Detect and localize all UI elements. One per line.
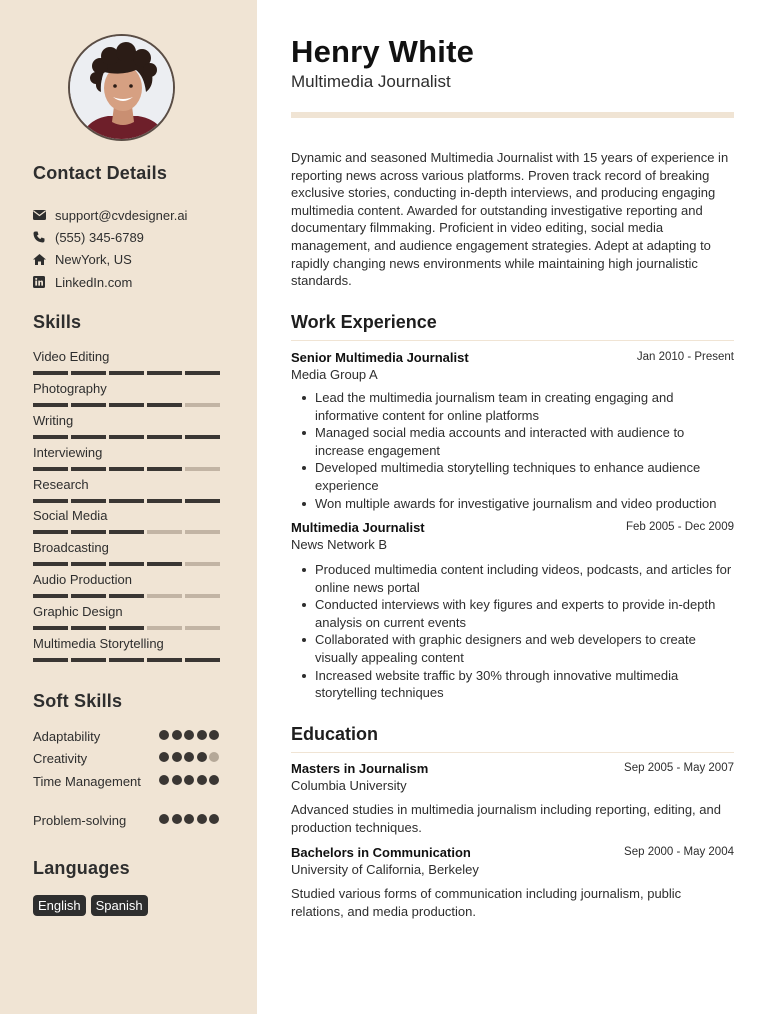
skill-level-segment [109,562,144,566]
skill-level-segment [33,467,68,471]
skill-label: Broadcasting [33,540,109,556]
skill-row [33,412,225,444]
skill-level-segment [147,403,182,407]
skill-level-segment [71,435,106,439]
skill-row [33,635,225,667]
skill-level-segment [71,371,106,375]
summary-text: Dynamic and seasoned Multimedia Journalist with 15 years of experience in reporting news across various platforms. Proven track record of breaking exclusive stories, conducting in-depth interviews, and producing engaging multimedia content. Awarded for outstanding investigative reporting and documentary filmmaking. Proficient in video editing, social media management, and audience engagement strategies. Adept at adapting to rapidly changing news environments while maintaining high journalistic standards. [291,150,729,289]
contact-location [33,249,248,271]
skill-level-segment [71,562,106,566]
rating-dot [172,752,182,762]
soft-skill-label: Creativity [33,751,88,767]
contact-email-text[interactable]: support@cvdesigner.ai [55,207,188,223]
soft-skills-list [33,728,225,834]
work-entry-2 [291,520,734,552]
skill-level-segment [185,530,220,534]
skill-level-segment [185,562,220,566]
rating-dot [159,814,169,824]
phone-icon [33,231,55,243]
languages-list [33,895,148,916]
skill-level-segment [33,499,68,503]
list-item: Collaborated with graphic designers and web developers to create visually appealing content [315,631,734,666]
soft-skill-label: Problem-solving [33,813,127,829]
list-item: Increased website traffic by 30% through innovative multimedia storytelling techniques [315,667,734,702]
skill-level-segment [147,562,182,566]
education-description: Advanced studies in multimedia journalism including reporting, editing, and production techniques. [291,802,721,835]
contact-location-text: NewYork, US [55,252,132,268]
education-heading: Education [291,724,734,753]
skills-list [33,348,225,667]
rating-dot [209,814,219,824]
skill-level-segment [71,467,106,471]
language-tag: English [33,895,86,916]
skill-level-segment [185,658,220,662]
contact-heading: Contact Details [33,163,168,183]
education-school: University of California, Berkeley [291,862,479,877]
contact-linkedin [33,271,248,293]
work-bullets-1 [315,389,734,512]
skill-level-segment [33,530,68,534]
contact-email [33,204,248,226]
skill-level-bar [33,562,225,566]
skill-level-segment [33,594,68,598]
list-item: Won multiple awards for investigative journalism and video production [315,495,734,513]
skill-level-segment [147,371,182,375]
avatar [68,34,175,141]
education-school: Columbia University [291,778,407,793]
work-title: Senior Multimedia Journalist [291,350,469,365]
languages-heading: Languages [33,858,130,878]
skill-row [33,380,225,412]
rating-dot [172,730,182,740]
rating-dot [209,775,219,785]
skill-level-segment [109,499,144,503]
language-tag: Spanish [91,895,148,916]
rating-dot [159,730,169,740]
skill-level-segment [109,371,144,375]
skill-level-bar [33,530,225,534]
soft-skill-row [33,773,225,813]
skill-level-bar [33,467,225,471]
education-entry-2 [291,845,734,877]
skill-row [33,348,225,380]
soft-skill-rating [159,730,219,740]
skill-row [33,507,225,539]
skill-level-segment [71,403,106,407]
work-title: Multimedia Journalist [291,520,425,535]
rating-dot [172,775,182,785]
rating-dot [159,775,169,785]
skill-level-bar [33,435,225,439]
work-date: Jan 2010 - Present [636,351,734,363]
skill-level-segment [185,403,220,407]
skill-label: Graphic Design [33,604,123,620]
contact-phone-text[interactable]: (555) 345-6789 [55,229,144,245]
skill-level-segment [185,467,220,471]
rating-dot [159,752,169,762]
skill-level-segment [147,435,182,439]
skill-level-segment [71,594,106,598]
header-divider [291,112,734,118]
skill-row [33,603,225,635]
rating-dot [184,814,194,824]
skill-level-segment [185,435,220,439]
rating-dot [209,730,219,740]
soft-skill-rating [159,775,219,785]
linkedin-icon [33,276,55,288]
work-org: Media Group A [291,367,378,382]
education-date: Sep 2005 - May 2007 [624,762,734,774]
candidate-name: Henry White [291,34,475,69]
soft-skill-label: Time Management [33,773,141,789]
skill-label: Writing [33,412,74,428]
skill-level-bar [33,499,225,503]
rating-dot [197,752,207,762]
skill-level-segment [185,499,220,503]
rating-dot [184,730,194,740]
contact-phone [33,226,248,248]
rating-dot [197,730,207,740]
skill-level-bar [33,403,225,407]
rating-dot [209,752,219,762]
skill-level-segment [185,626,220,630]
skill-label: Multimedia Storytelling [33,636,164,652]
skill-level-segment [33,658,68,662]
skill-label: Interviewing [33,444,103,460]
rating-dot [197,814,207,824]
skill-level-segment [33,435,68,439]
work-entry-1 [291,350,734,382]
skill-level-segment [147,626,182,630]
skill-level-segment [185,594,220,598]
list-item: Produced multimedia content including videos, podcasts, and articles for online news portal [315,561,734,596]
soft-skill-row [33,728,225,750]
list-item: Managed social media accounts and interacted with audience to increase engagement [315,424,734,459]
skill-label: Social Media [33,508,108,524]
skill-label: Photography [33,380,107,396]
rating-dot [184,752,194,762]
skill-level-segment [109,594,144,598]
soft-skill-row [33,812,225,834]
skill-level-segment [33,403,68,407]
skill-level-segment [109,530,144,534]
skill-level-bar [33,371,225,375]
skill-level-segment [109,467,144,471]
list-item: Conducted interviews with key figures and experts to provide in-depth analysis on current events [315,596,734,631]
skill-level-segment [33,626,68,630]
work-org: News Network B [291,537,388,552]
skill-label: Research [33,476,89,492]
skill-level-segment [71,530,106,534]
sidebar [0,0,257,1014]
skill-level-segment [109,435,144,439]
list-item: Developed multimedia storytelling techniques to enhance audience experience [315,459,734,494]
education-entry-1 [291,761,734,793]
rating-dot [184,775,194,785]
skill-label: Audio Production [33,572,133,588]
skill-level-bar [33,658,225,662]
skill-level-segment [147,658,182,662]
soft-skill-rating [159,752,219,762]
skill-row [33,444,225,476]
rating-dot [197,775,207,785]
list-item: Lead the multimedia journalism team in creating engaging and informative content for online platforms [315,389,734,424]
skill-label: Video Editing [33,349,110,364]
envelope-icon [33,210,55,220]
skill-level-segment [147,594,182,598]
candidate-title: Multimedia Journalist [291,72,451,91]
skill-row [33,476,225,508]
soft-skills-heading: Soft Skills [33,691,123,711]
skill-level-segment [147,499,182,503]
skill-level-segment [71,499,106,503]
skill-level-segment [71,658,106,662]
skill-row [33,539,225,571]
home-icon [33,254,55,265]
profile-photo [70,36,175,141]
skills-heading: Skills [33,312,82,332]
work-heading: Work Experience [291,312,734,341]
skill-level-bar [33,594,225,598]
skill-level-segment [109,658,144,662]
skill-level-bar [33,626,225,630]
soft-skill-row [33,750,225,772]
contact-linkedin-text[interactable]: LinkedIn.com [55,274,133,290]
skill-level-segment [147,467,182,471]
skill-level-segment [109,403,144,407]
skill-level-segment [147,530,182,534]
education-degree: Bachelors in Communication [291,845,471,860]
skill-level-segment [33,371,68,375]
skill-level-segment [185,371,220,375]
soft-skill-rating [159,814,219,824]
work-bullets-2 [315,561,734,702]
education-description: Studied various forms of communication including journalism, public relations, and media production. [291,886,682,919]
skill-row [33,571,225,603]
soft-skill-label: Adaptability [33,729,101,744]
work-date: Feb 2005 - Dec 2009 [625,521,734,533]
education-degree: Masters in Journalism [291,761,429,776]
skill-level-segment [71,626,106,630]
skill-level-segment [109,626,144,630]
skill-level-segment [33,562,68,566]
education-date: Sep 2000 - May 2004 [624,846,734,858]
contact-list [33,204,248,293]
rating-dot [172,814,182,824]
